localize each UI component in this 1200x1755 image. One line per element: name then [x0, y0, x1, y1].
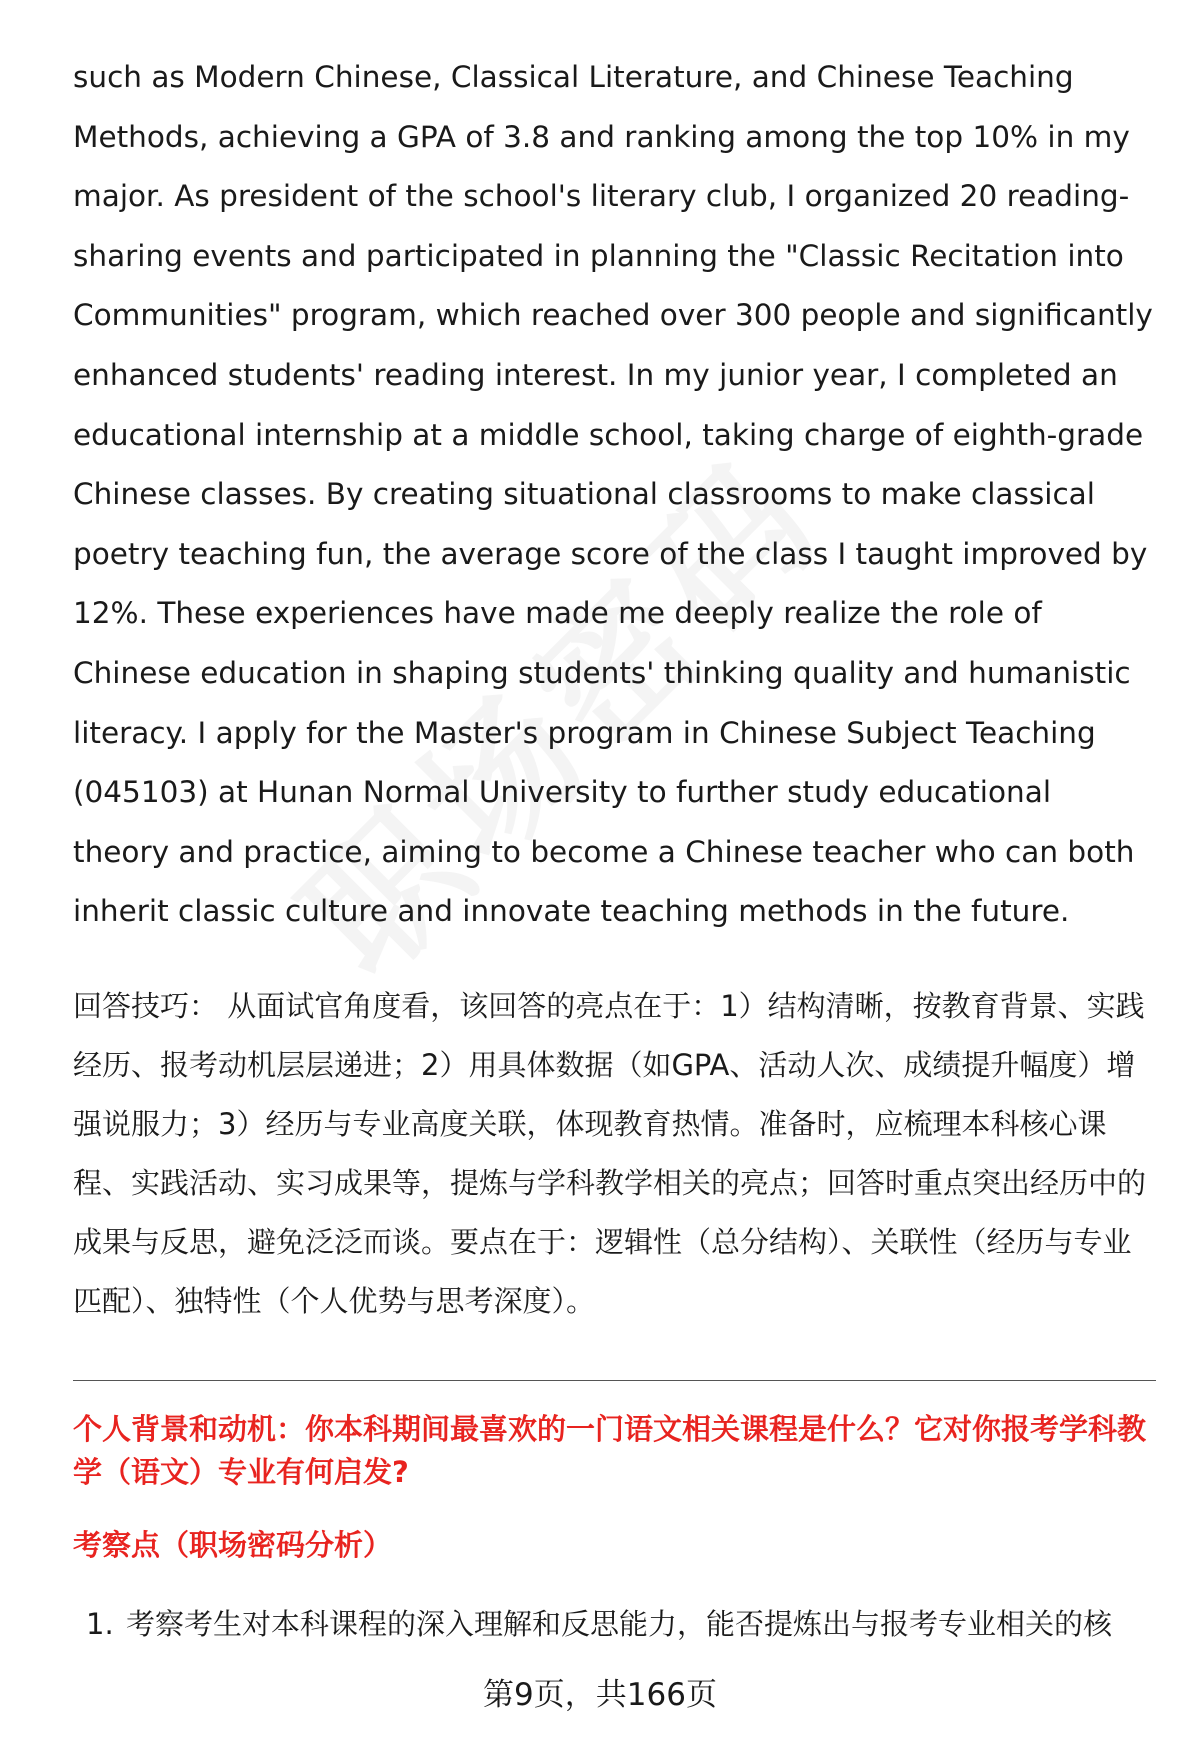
answer-tips-paragraph: 回答技巧： 从面试官角度看，该回答的亮点在于：1）结构清晰，按教育背景、实践经历、报考动机层层递进；2）用具体数据（如GPA、活动人次、成绩提升幅度）增强说服力；3）经历与专业高度关联，体现教育热情。准备时，应梳理本科核心课程、实践活动、实习成果等，提炼与学科教学相关的亮点；回答时重点突出经历中的成果与反思，避免泛泛而谈。要点在于：逻辑性（总分结构）、关联性（经历与专业匹配）、独特性（个人优势与思考深度）。 — [73, 989, 1147, 1318]
answer-paragraph: such as Modern Chinese, Classical Literature, and Chinese Teaching Methods, achieving a GPA of 3.8 and ranking among the top 10% in my major. As president of the school's literary club, I organized 20 reading-sharing events and participated in planning the "Classic Recitation into Communities" program, which reached over 300 people and significantly enhanced students' reading interest. In my junior year, I completed an educational internship at a middle school, taking charge of eighth-grade Chinese classes. By creating situational classrooms to make classical poetry teaching fun, the average score of the class I taught improved by 12%. These experiences have made me deeply realize the role of Chinese education in shaping students' thinking quality and humanistic literacy. I apply for the Master's program in Chinese Subject Teaching (045103) at Hunan Normal University to further study educational theory and practice, aiming to become a Chinese teacher who can both inherit classic culture and innovate teaching methods in the future. — [73, 60, 1153, 929]
section-divider — [73, 1380, 1156, 1381]
analysis-point-item — [86, 1603, 1161, 1646]
analysis-point-number: 1. — [86, 1607, 114, 1641]
page-number-footer: 第9页，共166页 — [483, 1677, 717, 1713]
analysis-point-text: 考察考生对本科课程的深入理解和反思能力，能否提炼出与报考专业相关的核 — [126, 1607, 1113, 1641]
analysis-heading: 考察点（职场密码分析） — [73, 1528, 393, 1562]
question-title: 个人背景和动机：你本科期间最喜欢的一门语文相关课程是什么？它对你报考学科教学（语文）专业有何启发? — [73, 1412, 1147, 1489]
